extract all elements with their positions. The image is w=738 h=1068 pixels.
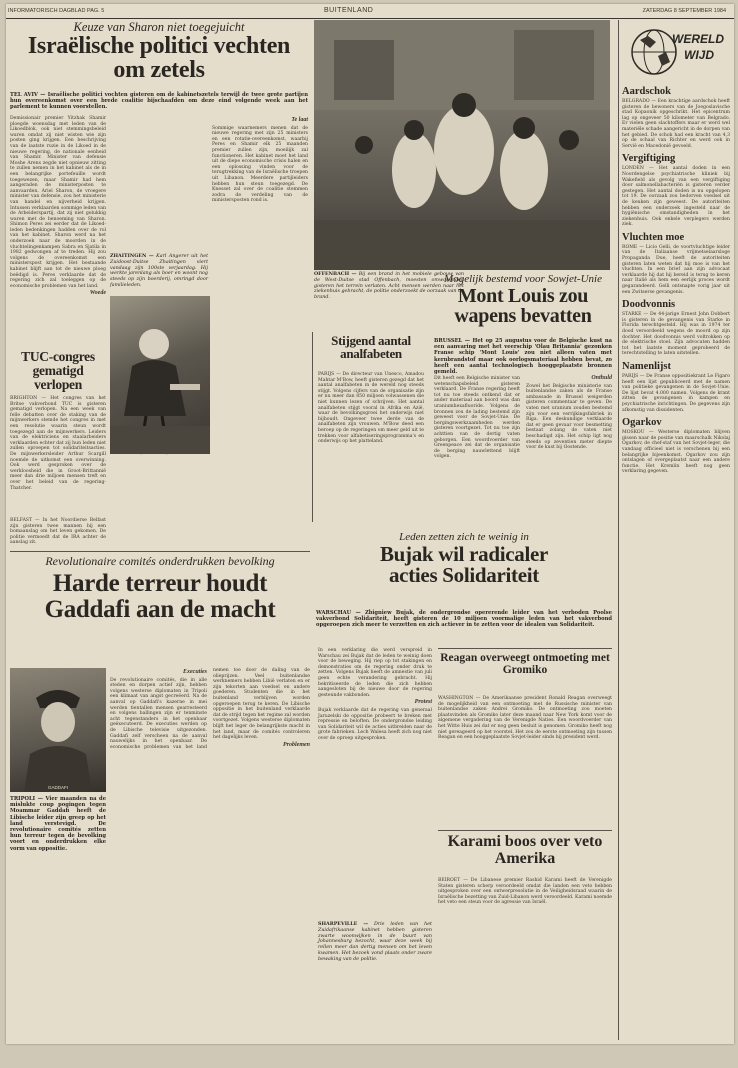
elderly-man-photo: [110, 296, 210, 454]
israel-body2: Sommige waarnemers menen dat de nieuwe regering met zijn 25 ministers en een rotatie-overeenkomst, waarbij Peres en Shamir elk 25 maanden premier zullen zijn, moeilijk zal functioneren. Het kabinet moet het land uit de diepe economische crisis halen en een oplossing vinden voor de terugtrekking van de Israëlische troepen uit Libanon. Meerdere partijleiders hebben hun steun toegezegd. De Knesset zal over de coalitie stemmen zodra de verdeling van de ministersposten rond is.: [212, 125, 308, 204]
wereldwijd-item-text: LONDEN — Het aantal doden in een Noordengelse psychiatrische kliniek bij Wakefield als gevolg van een vergiftiging door salmonellabacteriën is gisteren verder gestegen. Het aantal doden is nu opgelopen tot 19. De oorzaak zou bedorven voedsel uit de keuken zijn geweest. De autoriteiten hebben een onderzoek ingesteld naar de hygiënische omstandigheden in het ziekenhuis. Ook enkele verplegers werden ziek.: [622, 166, 730, 228]
bujak-body-text: In een verklaring die werd verspreid in Warschau zei Bujak dat de leden te weinig doen voor de beweging. Hij riep op tot stakingen en demonstraties om de regering onder druk te zetten. Volgens Bujak heeft de amnestie van juli geen echte verandering gebracht. Hij bekritiseerde de leden die zich hebben aangesloten bij de nieuwe door de regering gesteunde vakbonden.: [318, 648, 432, 698]
photo-gaddafi: [10, 668, 106, 792]
sharpeville-place: SHARPEVILLE —: [318, 921, 369, 927]
reagan-body: WASHINGTON — De Amerikaanse president Ronald Reagan overweegt de mogelijkheid van een ontmoeting met de Russische minister van buitenlandse zaken Andrei Gromiko. De ontmoeting zou moeten plaatsvinden als Gromiko later deze maand naar New York komt voor de algemene vergadering van de Verenigde Naties. Een woordvoerder van het Witte Huis zei dat er nog geen besluit is genomen. Gromiko heeft nog niet gereageerd op het voorstel. Het zou de eerste ontmoeting zijn tussen Reagan en een hooggeplaatste Sovjet-leider sinds hij president werd.: [438, 696, 612, 741]
montlouis-subhead: Onthuld: [591, 375, 612, 381]
israel-subhead-woede: Woede: [89, 290, 106, 297]
israel-headline: Israëlische politici vechten om zetels: [27, 33, 291, 84]
gaddafi-portrait: [10, 668, 106, 792]
fire-evacuation-photo: [314, 20, 610, 270]
zhaitingen-caption-text: Karl Angerer uit het Zuidoost-Duitse Zhaitingen viert vandaag zijn 100ste verjaardag. Hij werkte jarenlang als boer en woont nog steeds op zijn boerderij, omringd door familieleden.: [110, 254, 209, 288]
montlouis-body2: Zowel het Belgische ministerie van buitenlandse zaken als de Franse ambassade in Brussel weigerden gisteren commentaar te geven. De vaten met uranium zouden bestemd zijn voor een verrijkingsfabriek in Riga. Een deskundige verklaarde dat er geen gevaar voor besmetting bestaat zolang de vaten niet beschadigd zijn. Het schip ligt nog steeds op zeventien meter diepte voor de kust bij Oostende.: [526, 383, 612, 451]
offenbach-caption-place: OFFENBACH —: [314, 271, 357, 277]
israel-body-col1: [10, 116, 106, 356]
page-date: ZATERDAG 8 SEPTEMBER 1984: [642, 8, 726, 14]
gaddafi-kicker: Revolutionaire comités onderdrukken bevolking: [45, 554, 275, 568]
gaddafi-subhead-problemen: Problemen: [283, 741, 310, 748]
gaddafi-lead: TRIPOLI — Vier maanden na de mislukte coup pogingen tegen Moammar Gaddafi heeft de Libische leider zijn greep op het land verstevigd. De revolutionaire comités zetten hun terreur tegen de bevolking voort en onderdrukken elke vorm van oppositie.: [10, 796, 106, 852]
karami-headline-block: [438, 830, 612, 873]
wereldwijd-item: [622, 361, 730, 413]
photo-offenbach: [314, 20, 610, 270]
analfabeten-body: PARIJS — De directeur van Unesco, Amadou Mahtar M'Bow, heeft gisteren gezegd dat het aantal analfabeten in de wereld nog steeds stijgt. Volgens cijfers van de organisatie zijn er nu meer dan 850 miljoen volwassenen die niet kunnen lezen of schrijven. Het aantal analfabeten stijgt vooral in Afrika en Azië, waar de bevolkingsgroei het onderwijs niet bijhoudt. Ongeveer twee derde van de analfabeten zijn vrouwen. M'Bow deed een beroep op de regeringen om meer geld uit te trekken voor alfabetiseringsprogramma's en onderwijs op het platteland.: [318, 372, 424, 445]
section-title: BUITENLAND: [324, 7, 374, 14]
zhaitingen-caption-place: ZHAITINGEN —: [110, 253, 154, 259]
montlouis-kicker: Mogelijk bestemd voor Sowjet-Unie: [444, 273, 602, 285]
gaddafi-headline-block: [10, 554, 310, 664]
wereldwijd-item: [622, 417, 730, 475]
tuc-headline: TUC-congres gematigd verlopen: [21, 349, 95, 392]
wereldwijd-item-heading: Doodvonnis: [622, 299, 676, 311]
gaddafi-headline: Harde terreur houdt Gaddafi aan de macht: [44, 570, 276, 623]
bujak-kicker: Leden zetten zich te weinig in: [399, 531, 529, 543]
israel-lead: TEL AVIV — Israëlische politici vochten gisteren om de kabinetszetels terwijl de twee grote partijen hun overeenkomst over een brede coalitie bijschaafden om deze eind volgende week aan het parlement te kunnen voorstellen.: [10, 92, 308, 111]
israel-headline-block: [10, 20, 308, 90]
wereldwijd-item-heading: Namenlijst: [622, 360, 671, 372]
montlouis-lead: BRUSSEL — Het op 25 augustus voor de Belgische kust na een aanvaring met het veerschip 'Olau Britannia' gezonken Franse schip 'Mont Louis' zou niet alleen vaten met kernbrandstof maar ook oorlogsmateriaal hebben bevat, zo heeft een aantal technologisch hooggeplaatste bronnen gemeld.: [434, 338, 612, 376]
bujak-body: [318, 648, 432, 918]
israel-subhead-telaat: Te laat: [291, 117, 308, 123]
montlouis-body-text: Dit heeft een Belgische minister van wetenschapsbeleid gisteren verklaard. De Franse regering heeft tot nu toe steeds ontkend dat er ander materiaal aan boord was dan uraniumhexafluoride. Volgens de bronnen zou de lading bestemd zijn geweest voor de Sovjet-Unie. De bergingswerkzaamheden werden gisteren voortgezet. Tot nu toe zijn achttien van de dertig vaten geborgen. Een woordvoerder van Greenpeace zei dat de organisatie de berging nauwlettend blijft volgen.: [434, 376, 520, 460]
sharpeville-brief: [318, 922, 432, 976]
wereldwijd-item-text: MOSKOU — Westerse diplomaten blijven gissen naar de positie van maarschalk Nikolaj Ogarkov, de chef-staf van het Sovjet-leger, die vandaag officieel niet is verschenen bij een belangrijke bijeenkomst. Ogarkov zou zijn ontslagen of overgeplaatst naar een andere functie. Het Kremlin heeft nog geen verklaring gegeven.: [622, 430, 730, 475]
wereldwijd-column: [622, 22, 730, 1038]
bujak-lead: WARSCHAU — Zbigniew Bujak, de ondergrondse opererende leider van het verboden Poolse vakverbond Solidariteit, heeft gisteren de 10 miljoen voormalige leden van het vakverbond opgeroepen zich meer te verzetten en zich actiever in te zetten voor de idealen van Solidariteit.: [316, 610, 612, 629]
montlouis-headline-block: [434, 272, 612, 334]
karami-headline: Karami boos over veto Amerika: [447, 833, 603, 867]
reagan-headline-block: [438, 648, 612, 693]
column-rule: [312, 332, 313, 522]
gaddafi-subhead-executies: Executies: [183, 669, 207, 675]
reagan-headline: Reagan overweegt ontmoeting met Gromiko: [440, 652, 610, 677]
montlouis-body: [434, 376, 612, 526]
wereldwijd-item: [622, 153, 730, 228]
wereldwijd-item: [622, 299, 730, 357]
zhaitingen-caption: [110, 254, 208, 294]
wereldwijd-item-text: ROME — Licio Gelli, de voortvluchtige leider van de Italiaanse vrijmetselaarsloge Propaganda Due, heeft de autoriteiten gisteren laten weten dat hij moe is van het vluchten. In een brief aan zijn advocaat verklaarde hij dat hij bereid is terug te keren naar Italië als hem een eerlijk proces wordt gegarandeerd. Gelli ontsnapte vorig jaar uit een Zwitserse gevangenis.: [622, 244, 730, 295]
analfabeten-headline-block: [316, 334, 426, 368]
masthead-left: INFORMATORISCH DAGBLAD PAG. 5: [8, 8, 105, 14]
israel-body-col3: [212, 116, 308, 256]
wereldwijd-item: [622, 86, 730, 149]
page-header-strip: [6, 4, 734, 19]
gaddafi-body: [110, 668, 310, 1028]
sidebar-rule: [618, 20, 619, 1040]
wereldwijd-item-heading: Vergiftiging: [622, 153, 676, 165]
newspaper-page: [6, 4, 734, 1044]
wereldwijd-item-text: BELGRADO — Een krachtige aardschok heeft gisteren de bewoners van de Joegoslavische stad Kopaonik opgeschrikt. Het epicentrum lag op ongeveer 50 kilometer van Belgrado. Er vielen geen slachtoffers maar er werd wel materiële schade aangericht in de dorpen van het gebied. De schok had een kracht van 4,3 op de schaal van Richter en werd ook in Servië en Macedonië gevoeld.: [622, 99, 730, 149]
israel-body: Demissionair premier Yitzhak Shamir ploegde woensdag met leden van de Likoedblok, ook niet stemmingsbeleid waren omdat zij niet wisten wie zijn posten ging krijgen. Een beschrijving van de laatste ruzie in de Likoed in de nieuwe regering, de nationale eenheid van Shamir. Minister van defensie Moshe Arens zegde niet opnieuw zitting te zullen nemen in het kabinet als de in een belangrijke portefeuille wordt toegewezen, maar Shamir had hem aangeraden de ministerposten te aanvaarden. Ariel Sharon, de vroegere minister van defensie, zou het ministerie van handel en nijverheid krijgen. Intussen verklaarden sommige leden van de Arbeiderspartij, dat zij niet gelukkig waren met de benoeming van Sharon. Shimon Peres zei eerder dat de Likoed-leden bedenkingen hadden over de rol van het kabinet. Sharon werd na het onderzoek naar de moorden in de vluchtelingenkampen Sabra en Sjatila in 1982 gedwongen af te treden. Hij zou volgens de overeenkomst een ministerspost krijgen. Het bestaande kabinet blijft aan tot de nieuwe ploeg beëdigd is. Peres verklaarde dat de regering zich zal toeleggen op de economische problemen van het land.: [10, 116, 106, 289]
wereldwijd-logo: [626, 22, 726, 82]
bujak-subhead: Protest: [414, 699, 432, 706]
gaddafi-body-text: De revolutionaire comités, die in alle steden en dorpen actief zijn, hebben volgens westerse diplomaten in Tripoli een klimaat van angst gecreëerd. Na de aanval op Gaddafi's kazerne in mei werden tientallen mensen gearresteerd en volgens ballingen zijn er tenminste acht tegenstanders in het openbaar geëxecuteerd. De executies werden op de Libische televisie uitgezonden. Gaddafi zelf verscheen na de aanval nauwelijks in het openbaar. De economische problemen van het land nemen toe door de daling van de olieprijzen. Veel buitenlandse werknemers hebben Libië verlaten en er zijn tekorten aan voedsel en andere goederen. Studenten die in het buitenland verblijven worden opgeroepen terug te keren. De Libische oppositie in het buitenland verklaarde dat de strijd tegen het regime zal worden voortgezet. Volgens westerse diplomaten blijft het leger de belangrijkste macht in het land, maar de comités controleren het dagelijks leven.: [110, 668, 310, 750]
israel-kicker: Keuze van Sharon niet toegejuicht: [73, 20, 245, 34]
bujak-body2: Bujak verklaarde dat de regering van generaal Jaruzelski de oppositie probeert te breken met repressie en beloften. De ondergrondse leiding van Solidariteit wil de acties uitbreiden naar de grote fabrieken. Lech Walesa heeft zich nog niet over de oproep uitgesproken.: [318, 707, 432, 741]
wereldwijd-item-heading: Aardschok: [622, 86, 672, 97]
wereldwijd-item: [622, 232, 730, 295]
wereldwijd-item-text: PARIJS — De Franse oppositiekrant Le Figaro heeft een lijst gepubliceerd met de namen van politieke gevangenen in de Sovjet-Unie. De lijst bevat 4.000 namen. Volgens de krant zitten de gevangenen in kampen en psychiatrische inrichtingen. De gegevens zijn afkomstig van dissidenten.: [622, 373, 730, 413]
bujak-headline-block: [316, 530, 612, 608]
bujak-headline: Bujak wil radicaler acties Solidariteit: [379, 542, 549, 588]
tuc-headline-block: [10, 350, 106, 390]
photo-zhaitingen: [110, 296, 210, 454]
sharpeville-text: Drie leden van het Zuidafrikaanse kabinet hebben gisteren zwarte woonwijken in de buurt van Johannesburg bezocht, waar deze week bij rellen meer dan dertig mensen om het leven kwamen. Het bezoek vond plaats onder zware bewaking van de politie.: [318, 922, 432, 962]
montlouis-headline: Mont Louis zou wapens bevatten: [454, 285, 592, 328]
wereldwijd-logo-bottom: WIJD: [684, 48, 714, 62]
wereldwijd-logo-top: WERELD: [672, 32, 724, 46]
karami-body: BEIROET — De Libanese premier Rashid Karami heeft de Verenigde Staten gisteren scherp veroordeeld omdat die landen een veto hebben uitgesproken over een ontwerpresolutie in de Veiligheidsraad waarin de Israëlische bezetting van Zuid-Libanon werd veroordeeld. Karami noemde het veto een steun voor de agressie van Israël.: [438, 878, 612, 906]
section-rule: [10, 551, 310, 552]
wereldwijd-item-heading: Ogarkov: [622, 417, 662, 429]
belfast-brief: BELFAST — In het Noordierse Belfast zijn gisteren twee mannen bij een bomaanslag om het leven gekomen. De politie vermoedt dat de IRA achter de aanslag zit.: [10, 518, 106, 546]
wereldwijd-item-heading: Vluchten moe: [622, 231, 685, 243]
wereldwijd-item-text: STARKE — De 44-jarige Ernest John Dobbert is gisteren in de gevangenis van Starke in Florida terechtgesteld. Hij was in 1974 ter dood veroordeeld wegens de moord op zijn dochter. Het doodvonnis werd voltrokken op de elektrische stoel. Zijn advocaten hadden tot het laatste moment geprobeerd de terechtstelling te laten uitstellen.: [622, 312, 730, 357]
gaddafi-photo-label: GADDAFI: [47, 785, 68, 790]
analfabeten-headline: Stijgend aantal analfabeten: [331, 333, 411, 362]
offenbach-caption-text: Bij een brand in het mobiele gebouw van de West-Duitse stad Offenbach, moesten omwonenden gisteren het terrein verlaten. Acht mensen werden naar het ziekenhuis gebracht, de politie onderzoekt de oorzaak van de brand.: [314, 272, 465, 301]
tuc-body: BRIGHTON — Het congres van het Britse vakverbond TUC is gisteren gematigd verlopen. Na een week van felle debatten over de staking van de mijnwerkers stemde het congres in met een resolutie waarin steun wordt toegezegd aan de mijnwerkers. Leiders van de elektriciens en staalarbeiders verklaarden echter dat zij hun leden niet zullen oproepen tot solidariteitsacties. De mijnwerkersleider Arthur Scargill noemde de uitkomst een overwinning. Ook werd gesproken over de werkloosheid die in Groot-Brittannië meer dan drie miljoen mensen treft en over het beleid van de regering-Thatcher.: [10, 396, 106, 491]
